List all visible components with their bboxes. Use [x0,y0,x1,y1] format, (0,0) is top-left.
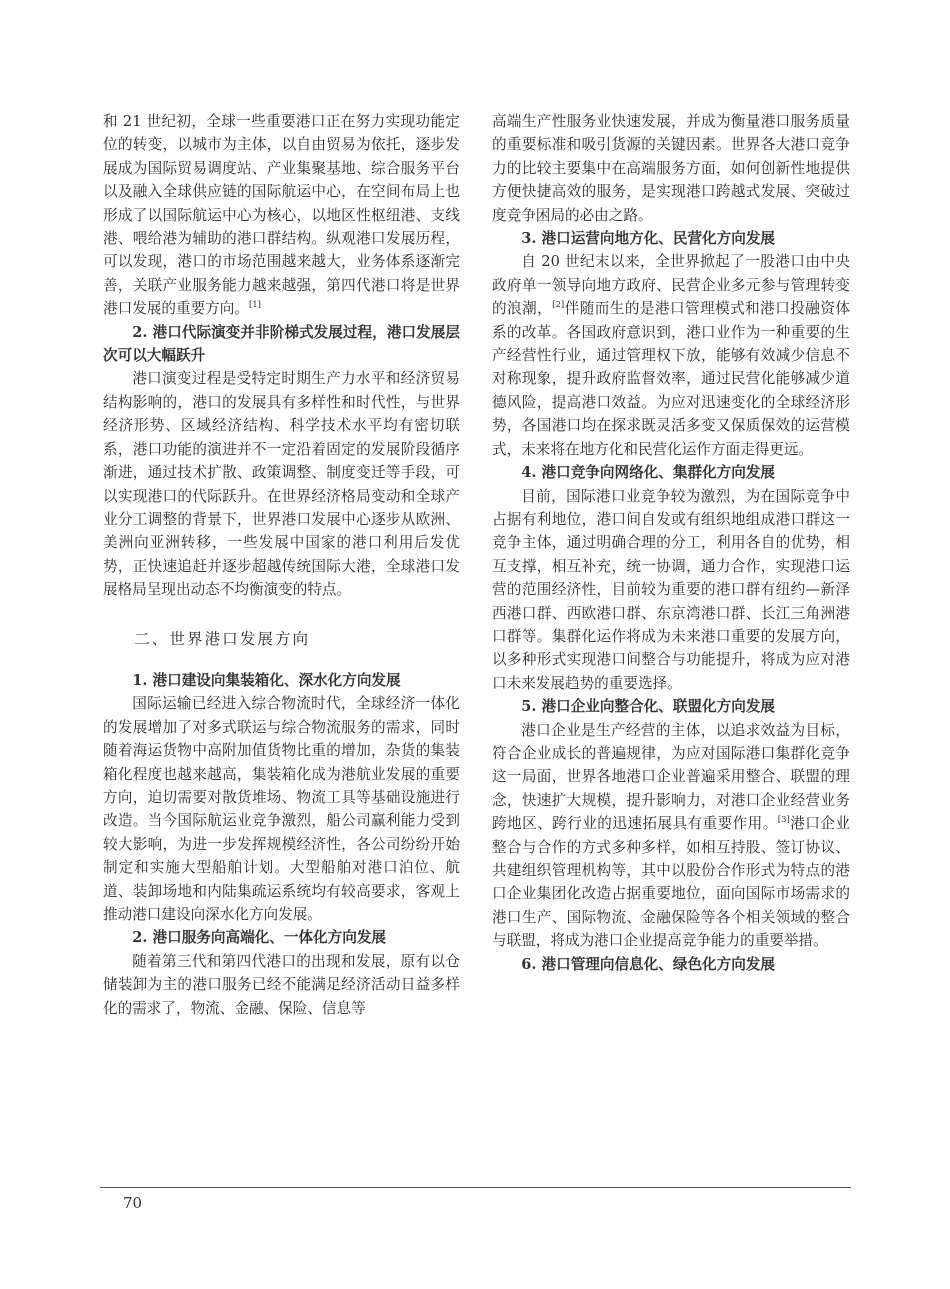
paragraph: 高端生产性服务业快速发展，并成为衡量港口服务质量的重要标准和吸引货源的关键因素。世界各大港口竞争力的比较主要集中在高端服务方面，如何创新性地提供方便快捷高效的服务，是实现港口跨越式发展、突破过度竞争困局的必由之路。 [492,113,850,224]
page-number: 70 [123,1194,143,1212]
footer-rule [100,1187,851,1188]
subheading: 2. 港口服务向高端化、一体化方向发展 [132,929,387,947]
right-column [492,110,850,976]
subheading: 1. 港口建设向集装箱化、深水化方向发展 [132,671,401,689]
citation-ref: [2] [552,300,565,311]
left-column [103,110,460,1020]
subheading: 5. 港口企业向整合化、联盟化方向发展 [521,698,776,716]
citation-ref: [3] [777,815,790,826]
subheading: 6. 港口管理向信息化、绿色化方向发展 [521,955,776,973]
paragraph: 国际运输已经进入综合物流时代，全球经济一体化的发展增加了对多式联运与综合物流服务的需求，同时随着海运货物中高附加值货物比重的增加，杂货的集装箱化程度也越来越高，集装箱化成为港航业发展的重要方向，迫切需要对散货堆场、物流工具等基础设施进行改造。当今国际航运业竞争激烈，船公司赢利能力受到较大影响，为进一步发挥规模经济性，各公司纷纷开始制定和实施大型船舶计划。大型船舶对港口泊位、航道、装卸场地和内陆集疏运系统均有较高要求，客观上推动港口建设向深水化方向发展。 [103,695,460,923]
citation-ref: [1] [248,300,261,311]
paragraph: 随着第三代和第四代港口的出现和发展，原有以仓储装卸为主的港口服务已经不能满足经济活动日益多样化的需求了，物流、金融、保险、信息等 [103,952,460,1017]
subheading: 4. 港口竞争向网络化、集群化方向发展 [521,464,776,482]
subheading: 3. 港口运营向地方化、民营化方向发展 [521,230,776,248]
paragraph: 和 21 世纪初，全球一些重要港口正在努力实现功能定位的转变，以城市为主体，以自由贸易为依托，逐步发展成为国际贸易调度站、产业集聚基地、综合服务平台以及融入全球供应链的国际航运中心，在空间布局上也形成了以国际航运中心为核心，以地区性枢纽港、支线港、喂给港为辅助的港口群结构。纵观港口发展历程，可以发现，港口的市场范围越来越大，业务体系逐渐完善，关联产业服务能力越来越强，第四代港口将是世界港口发展的重要方向。[1] [103,113,460,318]
paragraph: 港口企业是生产经营的主体，以追求效益为目标，符合企业成长的普遍规律，为应对国际港口集群化竞争这一局面，世界各地港口企业普遍采用整合、联盟的理念，快速扩大规模，提升影响力，对港口企业经营业务跨地区、跨行业的迅速拓展具有重要作用。[3]港口企业整合与合作的方式多种多样，如相互持股、签订协议、共建组织管理机构等，其中以股份合作形式为特点的港口企业集团化改造占据重要地位，面向国际市场需求的港口生产、国际物流、金融保险等各个相关领域的整合与联盟，将成为港口企业提高竞争能力的重要举措。 [492,721,850,950]
paragraph: 自 20 世纪末以来，全世界掀起了一股港口由中央政府单一领导向地方政府、民营企业多元参与管理转变的浪潮，[2]伴随而生的是港口管理模式和港口投融资体系的改革。各国政府意识到，港口业作为一种重要的生产经营性行业，通过管理权下放，能够有效减少信息不对称现象，提升政府监督效率，通过民营化能够减少道德风险，提高港口效益。为应对迅速变化的全球经济形势，各国港口均在探求既灵活多变又保质保效的运营模式，未来将在地方化和民营化运作方面走得更远。 [492,253,850,458]
paragraph: 港口演变过程是受特定时期生产力水平和经济贸易结构影响的，港口的发展具有多样性和时代性，与世界经济形势、区域经济结构、科学技术水平均有密切联系，港口功能的演进并不一定沿着固定的发展阶段循序渐进，通过技术扩散、政策调整、制度变迁等手段，可以实现港口的代际跃升。在世界经济格局变动和全球产业分工调整的背景下，世界港口发展中心逐步从欧洲、美洲向亚洲转移，一些发展中国家的港口利用后发优势，正快速追赶并逐步超越传统国际大港，全球港口发展格局呈现出动态不均衡演变的特点。 [103,370,460,599]
paragraph: 目前，国际港口业竞争较为激烈，为在国际竞争中占据有利地位，港口间自发或有组织地组成港口群这一竞争主体，通过明确合理的分工，利用各自的优势，相互支撑，相互补充，统一协调，通力合作，实现港口运营的范围经济性，目前较为重要的港口群有纽约—新泽西港口群、西欧港口群、东京湾港口群、长江三角洲港口群等。集群化运作将成为未来港口重要的发展方向，以多种形式实现港口间整合与功能提升，将成为应对港口未来发展趋势的重要选择。 [492,487,850,692]
section-heading: 二、世界港口发展方向 [134,629,311,648]
subheading: 2. 港口代际演变并非阶梯式发展过程，港口发展层次可以大幅跃升 [103,323,460,365]
